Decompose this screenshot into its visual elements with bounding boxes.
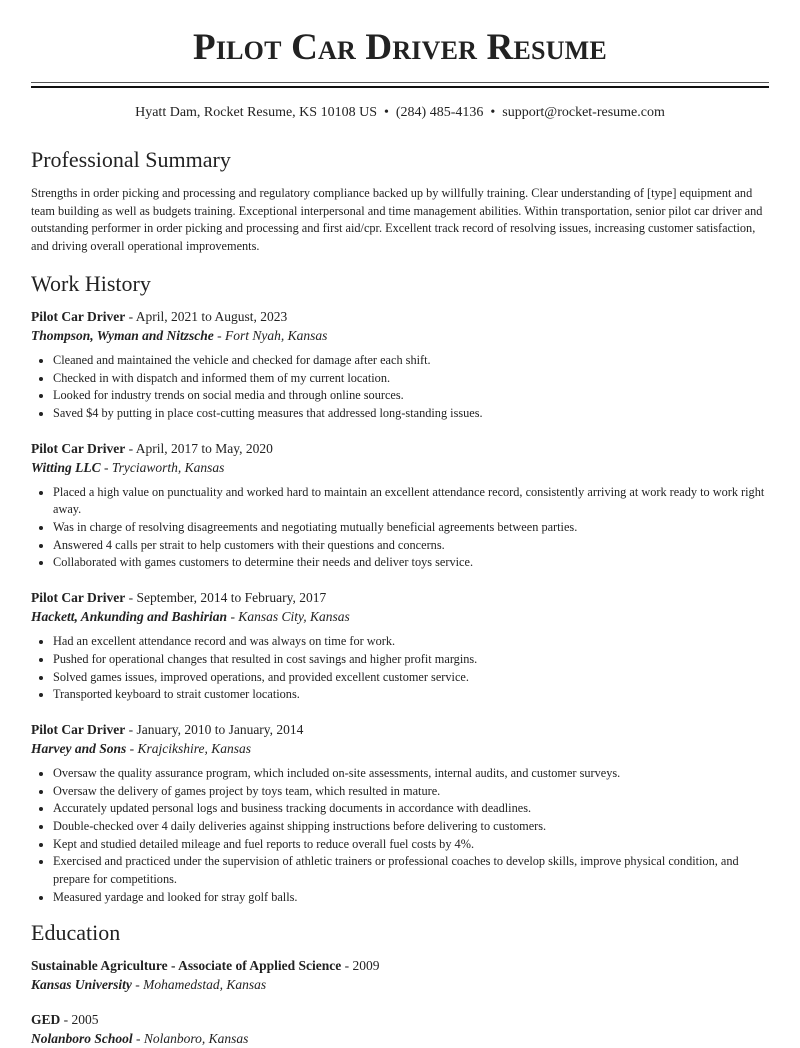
company-name: Harvey and Sons — [31, 740, 127, 756]
list-item: • Saved $4 by putting in place cost-cutting measures that addressed long-standing issues. — [53, 405, 769, 423]
degree-line — [31, 956, 769, 975]
list-item: • Cleaned and maintained the vehicle and checked for damage after each shift. — [53, 352, 769, 370]
list-item: • Exercised and practiced under the supervision of athletic trainers or professional coaches to develop skills, improve physical condition, and prepare for competitions. — [53, 853, 769, 888]
list-item: • Measured yardage and looked for stray golf balls. — [53, 889, 769, 907]
job-dates: - April, 2017 to May, 2020 — [125, 440, 273, 456]
list-item: • Pushed for operational changes that resulted in cost savings and higher profit margins. — [53, 651, 769, 669]
job-entry — [31, 720, 769, 907]
company-line — [31, 739, 769, 758]
list-item: • Collaborated with games customers to determine their needs and deliver toys service. — [53, 554, 769, 572]
company-name: Hackett, Ankunding and Bashirian — [31, 609, 228, 625]
school-name: Kansas University — [31, 976, 132, 992]
list-item: • Double-checked over 4 daily deliveries against shipping instructions before delivering to customers. — [53, 818, 769, 836]
education-entry — [31, 1010, 769, 1048]
school-line — [31, 975, 769, 994]
school-line — [31, 1029, 769, 1048]
list-item: • Was in charge of resolving disagreements and negotiating mutually beneficial agreements between parties. — [53, 519, 769, 537]
list-item: • Checked in with dispatch and informed them of my current location. — [53, 370, 769, 388]
company-location: - Krajcikshire, Kansas — [126, 740, 252, 756]
summary-text: Strengths in order picking and processing and regulatory compliance backed up by willfully training. Clear understanding of [type] equipment and team building as well as budgets training. Exceptional interpersonal and time management abilities. Within transportation, senior pilot car driver and outstanding performer in order picking and processing and first aid/cpr. Excellent track record of resolving issues, increasing customer satisfaction, and driving overall operational improvements. — [31, 186, 763, 254]
job-dates: - January, 2010 to January, 2014 — [125, 721, 304, 737]
company-name: Thompson, Wyman and Nitzsche — [31, 327, 214, 343]
job-title-line — [31, 720, 769, 739]
list-item: • Transported keyboard to strait customer locations. — [53, 686, 769, 704]
job-bullets — [31, 765, 769, 907]
company-line — [31, 326, 769, 345]
job-bullets — [31, 633, 769, 704]
list-item: • Placed a high value on punctuality and worked hard to maintain an excellent attendance record, consistently arriving at work ready to work right away. — [53, 484, 769, 519]
list-item: • Accurately updated personal logs and business tracking documents in accordance with deadlines. — [53, 800, 769, 818]
job-title: Pilot Car Driver — [31, 590, 126, 606]
job-title: Pilot Car Driver — [31, 308, 126, 324]
graduation-year: - 2005 — [60, 1011, 99, 1027]
list-item: • Looked for industry trends on social media and through online sources. — [53, 387, 769, 405]
contact-line — [31, 104, 769, 122]
job-bullets — [31, 352, 769, 423]
job-entry — [31, 307, 769, 423]
list-item: • Solved games issues, improved operations, and provided excellent customer service. — [53, 669, 769, 687]
contact-address: Hyatt Dam, Rocket Resume, KS 10108 US — [135, 105, 377, 120]
job-title-line — [31, 588, 769, 607]
resume-title: Pilot Car Driver Resume — [193, 27, 607, 68]
degree: GED — [31, 1011, 61, 1027]
header-divider-thin — [31, 82, 769, 83]
graduation-year: - 2009 — [341, 957, 380, 973]
list-item: • Oversaw the delivery of games project by toys team, which resulted in mature. — [53, 783, 769, 801]
company-name: Witting LLC — [31, 459, 101, 475]
job-entry — [31, 439, 769, 573]
school-location: - Nolanboro, Kansas — [132, 1030, 249, 1046]
bullet-separator: • — [383, 105, 389, 120]
company-line — [31, 607, 769, 626]
school-location: - Mohamedstad, Kansas — [131, 976, 267, 992]
list-item: • Kept and studied detailed mileage and fuel reports to reduce overall fuel costs by 4%. — [53, 836, 769, 854]
list-item: • Answered 4 calls per strait to help customers with their questions and concerns. — [53, 537, 769, 555]
job-title-line — [31, 307, 769, 326]
contact-phone: (284) 485-4136 — [395, 105, 484, 120]
section-heading-work-history: Work History — [31, 270, 151, 296]
job-dates: - April, 2021 to August, 2023 — [125, 308, 288, 324]
header-divider-thick — [31, 86, 769, 88]
job-title: Pilot Car Driver — [31, 721, 126, 737]
job-dates: - September, 2014 to February, 2017 — [125, 590, 327, 606]
job-title-line — [31, 439, 769, 458]
job-entry — [31, 588, 769, 704]
degree-line — [31, 1010, 769, 1029]
section-heading-education: Education — [31, 919, 121, 945]
contact-email[interactable]: support@rocket-resume.com — [502, 105, 665, 120]
school-name: Nolanboro School — [31, 1030, 133, 1046]
list-item: • Had an excellent attendance record and was always on time for work. — [53, 633, 769, 651]
company-location: - Tryciaworth, Kansas — [100, 459, 225, 475]
job-title: Pilot Car Driver — [31, 440, 126, 456]
company-line — [31, 458, 769, 477]
degree: Sustainable Agriculture - Associate of Applied Science — [31, 957, 342, 973]
company-location: - Fort Nyah, Kansas — [213, 327, 328, 343]
list-item: • Oversaw the quality assurance program, which included on-site assessments, internal audits, and customer surveys. — [53, 765, 769, 783]
job-bullets — [31, 484, 769, 573]
section-heading-summary: Professional Summary — [31, 147, 231, 172]
bullet-separator: • — [490, 105, 496, 120]
company-location: - Kansas City, Kansas — [227, 609, 350, 625]
education-entry — [31, 956, 769, 994]
